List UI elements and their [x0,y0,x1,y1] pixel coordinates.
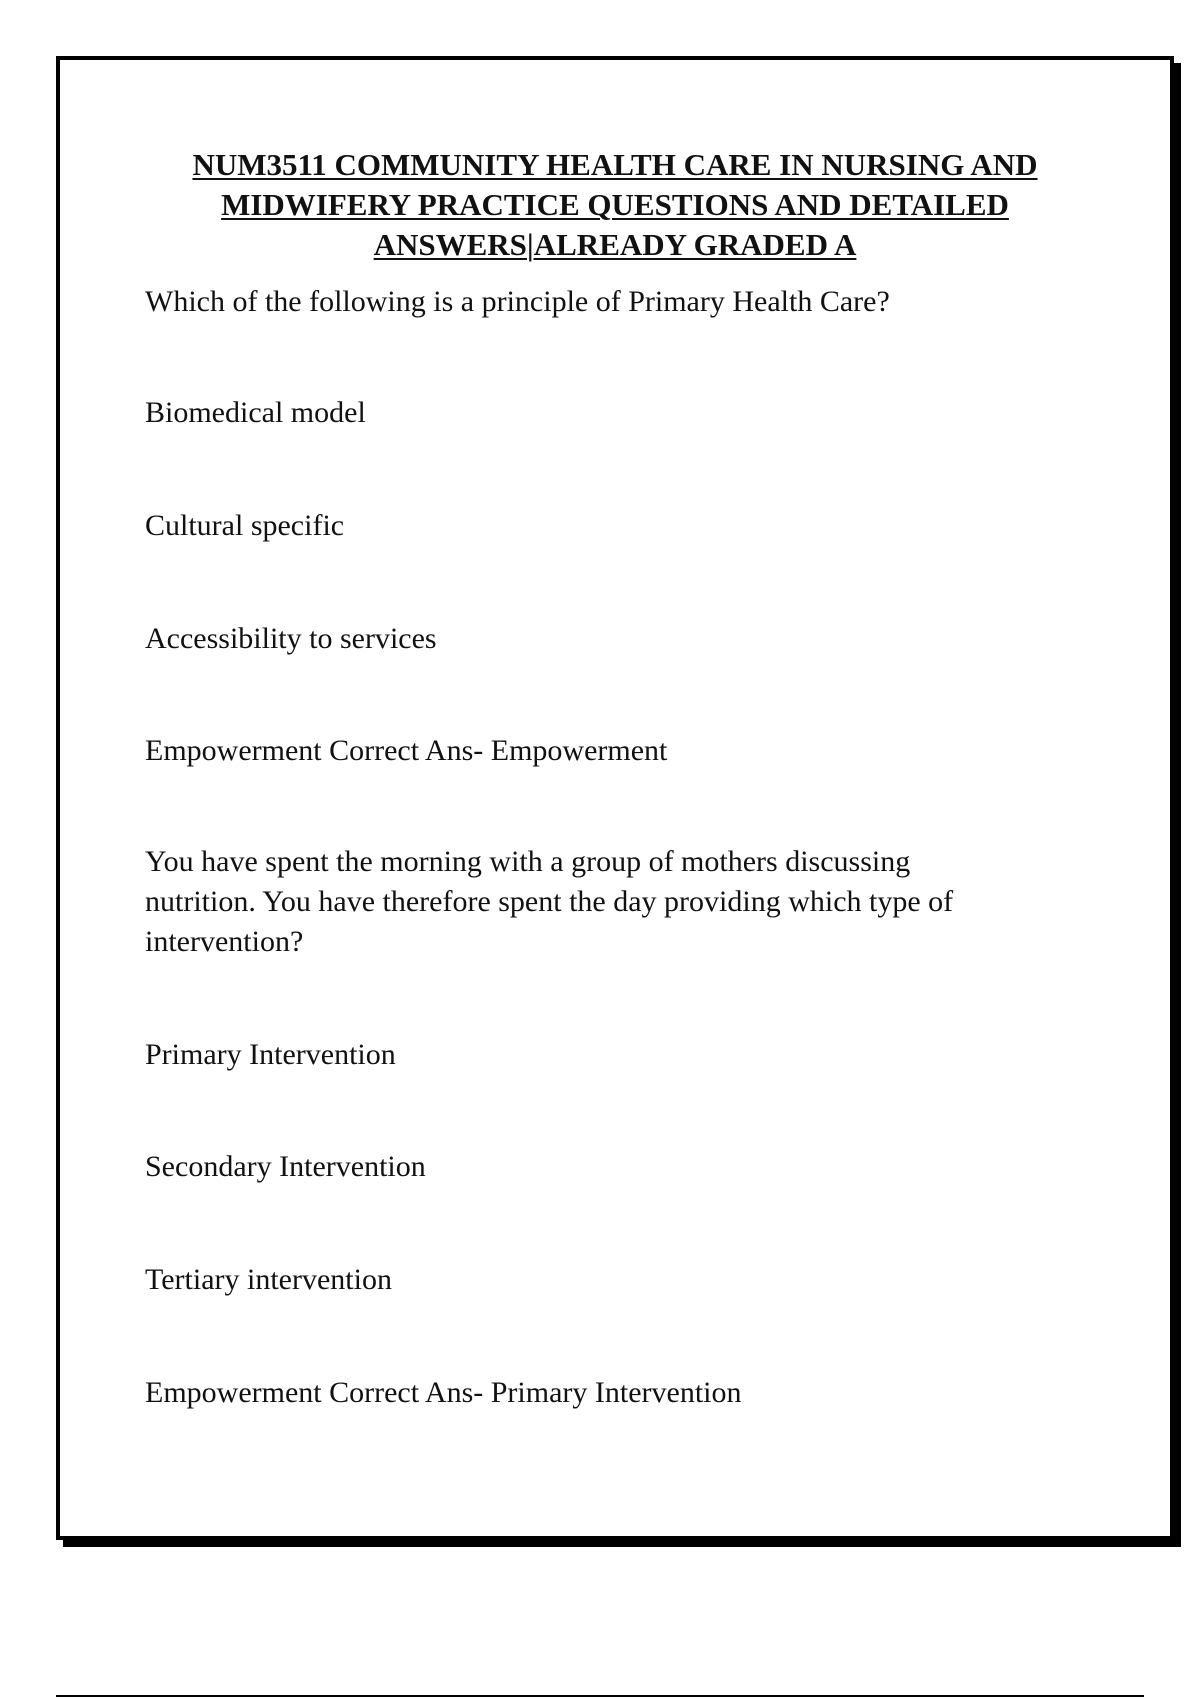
title-line-3: ANSWERS|ALREADY GRADED A [373,227,857,262]
title-line-1: NUM3511 COMMUNITY HEALTH CARE IN NURSING AND [192,147,1038,182]
question-2-option-2: Secondary Intervention [145,1150,426,1183]
footer-divider [56,1695,1144,1697]
question-2-text [145,842,1045,962]
question-1-option-2: Cultural specific [145,509,345,542]
document-title [170,145,1060,265]
question-2-answer: Empowerment Correct Ans- Primary Intervention [145,1376,742,1409]
question-1-text: Which of the following is a principle of Primary Health Care? [145,285,890,318]
question-2-line-2: nutrition. You have therefore spent the day providing which type of [145,885,954,918]
question-2-line-3: intervention? [145,925,304,958]
question-2-line-1: You have spent the morning with a group of mothers discussing [145,845,911,878]
question-2-option-3: Tertiary intervention [145,1263,392,1296]
page-border [56,56,1174,1540]
question-1-answer: Empowerment Correct Ans- Empowerment [145,734,668,767]
title-line-2: MIDWIFERY PRACTICE QUESTIONS AND DETAILED [221,187,1009,222]
question-1-option-3: Accessibility to services [145,622,437,655]
question-1-option-1: Biomedical model [145,396,366,429]
question-2-option-1: Primary Intervention [145,1038,396,1071]
